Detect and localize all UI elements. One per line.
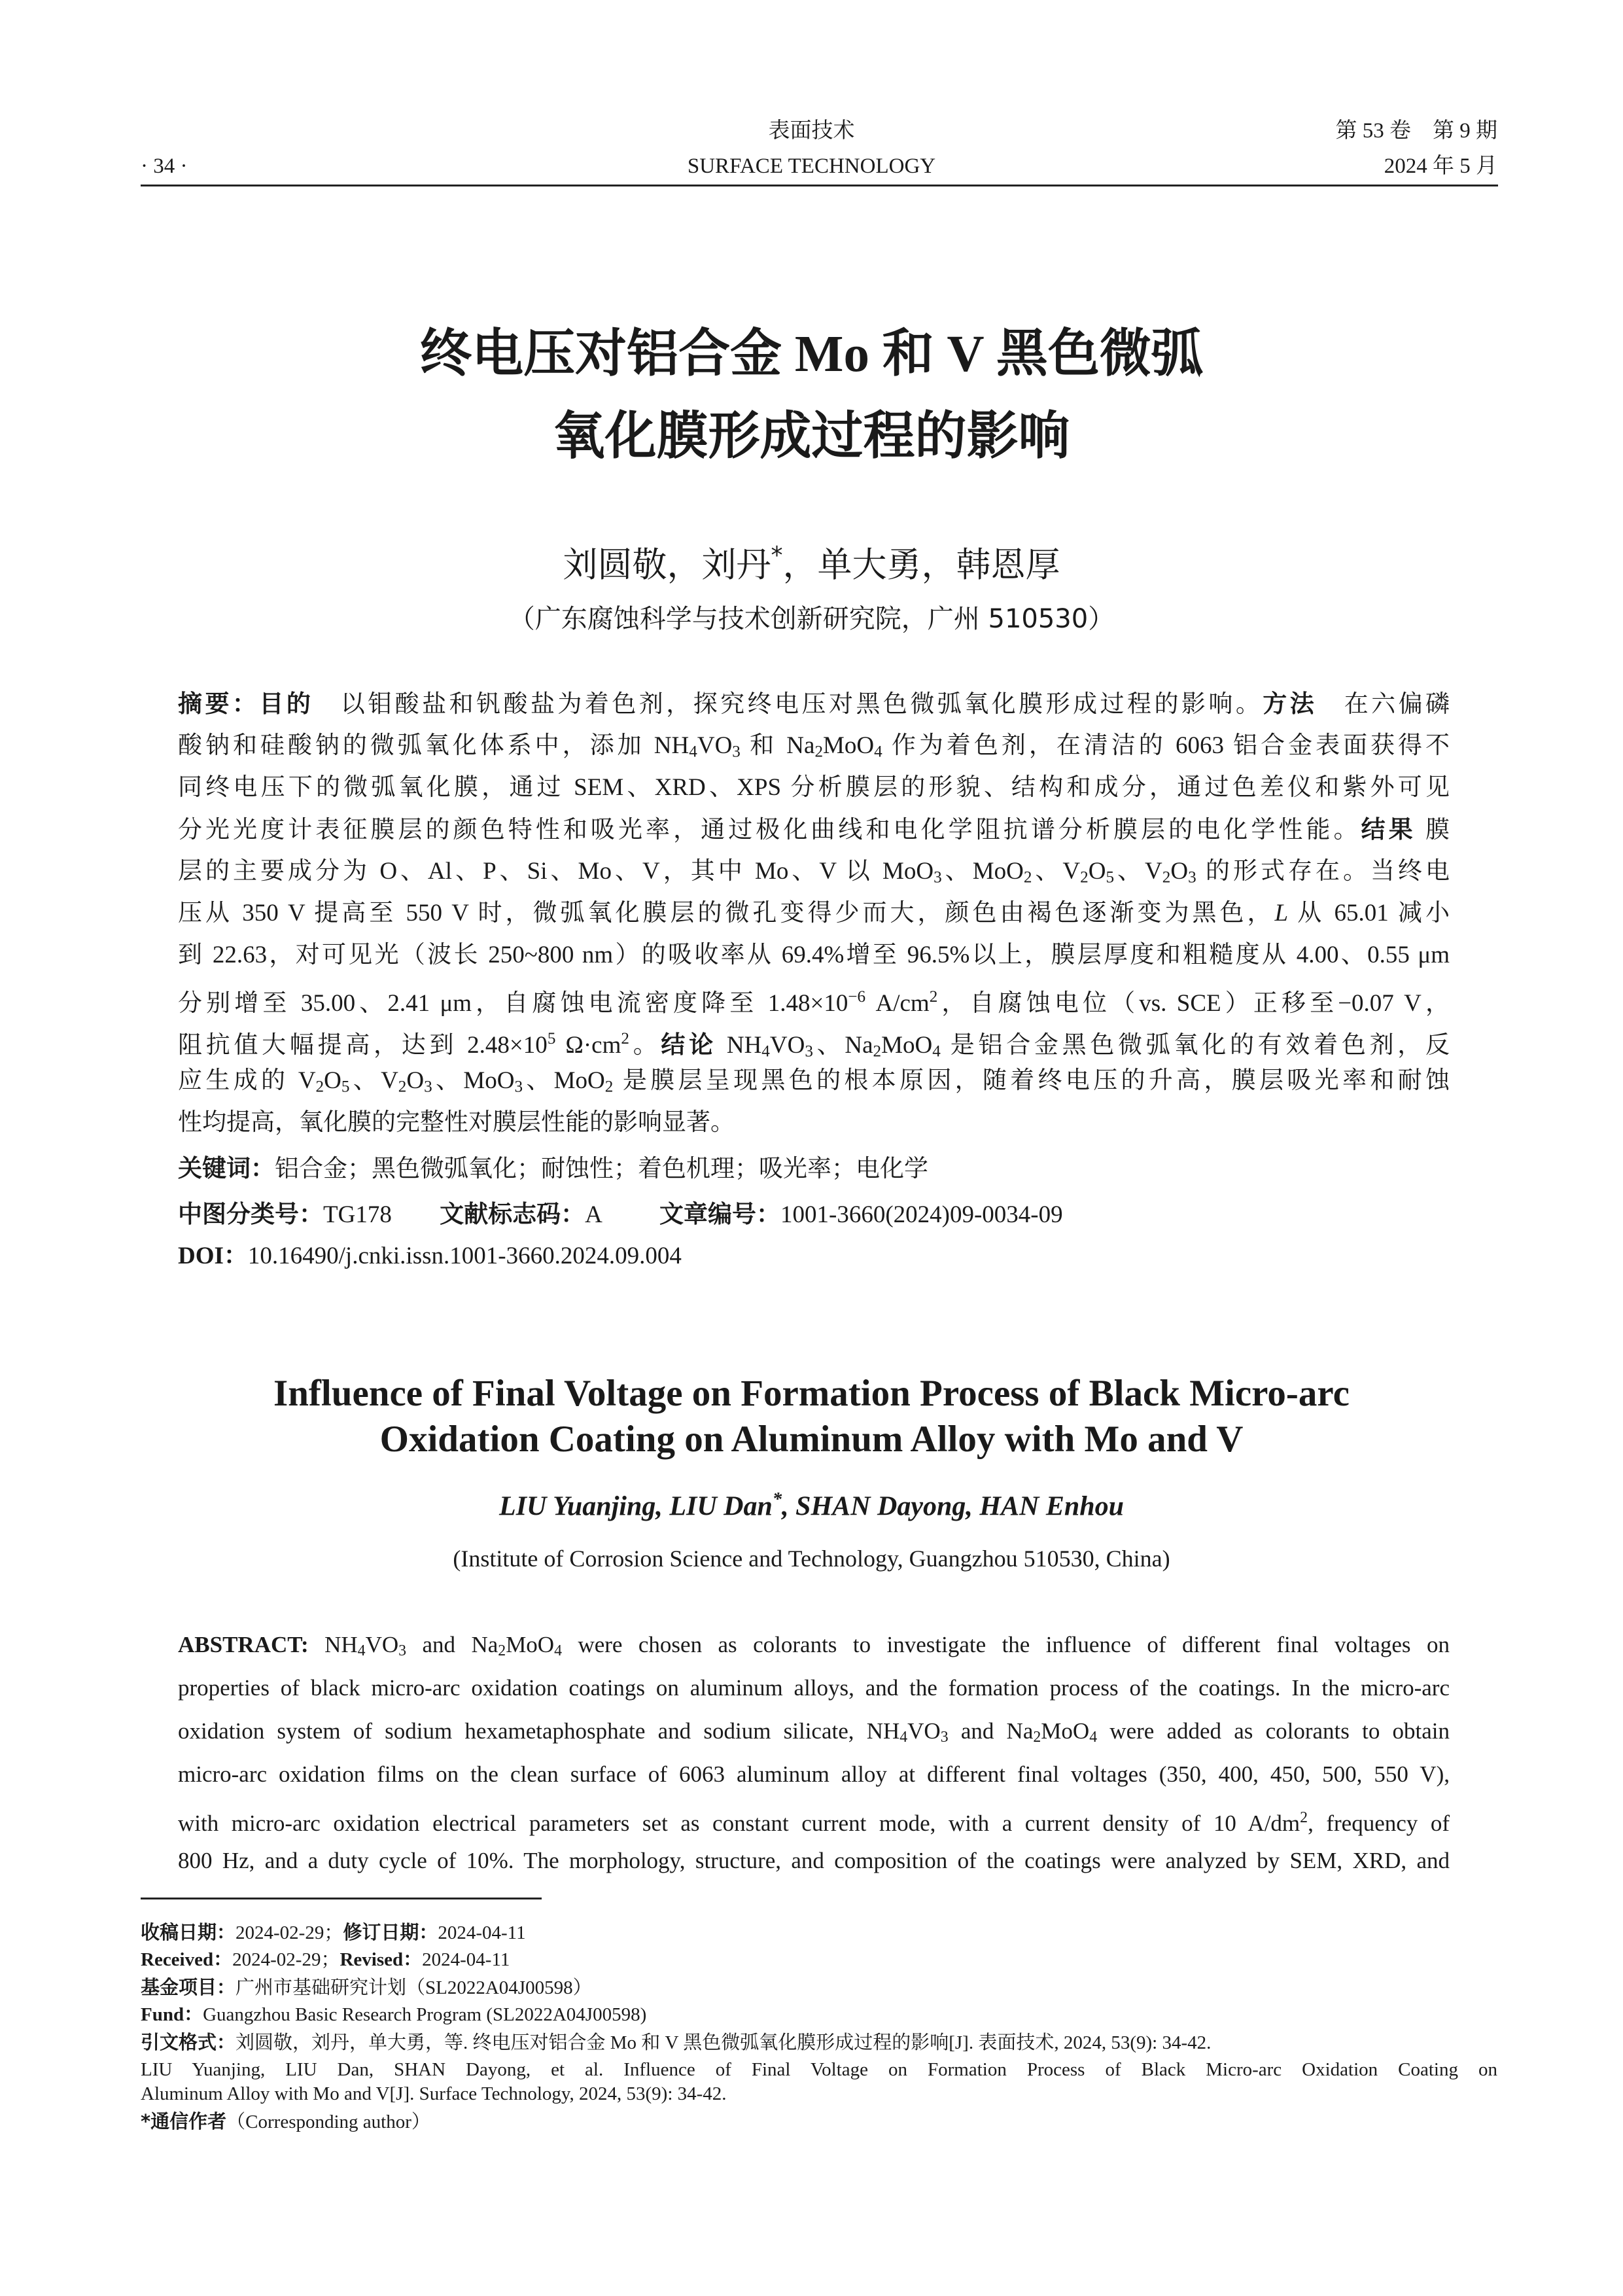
citation-label-cn: 引文格式： [141,2031,236,2053]
subscript: 3 [1188,868,1196,887]
subscript: 5 [1106,868,1115,887]
result-label: 结果 [1361,815,1416,843]
abstract-cn-text: VO [697,732,733,759]
corresponding-mark: * [772,1489,782,1510]
subscript: 4 [689,743,697,761]
subscript: 2 [1023,868,1032,887]
abstract-en-line-6: 800 Hz, and a duty cycle of 10%. The morphology, structure, and composition of the coatings were analyzed by SEM, XRD, and [178,1848,1450,1873]
abstract-en-text: were chosen as colorants to investigate the influence of different final voltages on [562,1632,1450,1657]
article-id-value: 1001-3660(2024)09-0034-09 [780,1201,1063,1228]
keywords-label: 关键词： [178,1154,275,1182]
revised-value-en: 2024-04-11 [422,1949,510,1970]
header-rule [141,185,1498,186]
abstract-cn-text: Ω·cm [555,1031,621,1059]
corresponding-mark: * [771,542,783,569]
abstract-cn-text: 、MoO [432,1067,515,1094]
abstract-cn-text: O [1170,858,1189,885]
superscript: 2 [929,988,938,1006]
abstract-cn-text: 压从 350 V 提高至 550 V 时，微弧氧化膜层的微孔变得少而大，颜色由褐色逐渐变为黑色， [178,900,1275,927]
doi-label: DOI： [178,1243,248,1269]
abstract-label-cn: 摘要： [178,690,260,718]
subscript: 2 [498,1642,506,1660]
subscript: 4 [357,1642,366,1660]
abstract-cn-text: NH [716,1031,762,1059]
subscript: 4 [874,743,882,761]
conclusion-label: 结论 [661,1030,717,1059]
abstract-cn-text: 层的主要成分为 O、Al、P、Si、Mo、V，其中 Mo、V 以 MoO [178,858,934,885]
subscript: 2 [398,1078,407,1096]
subscript: 3 [940,1729,949,1746]
classification-line [178,1195,1450,1235]
abstract-cn-text: 、Na [812,1031,873,1059]
abstract-cn-text: 阻抗值大幅提高，达到 2.48×10 [178,1031,548,1059]
authors-cn [0,535,1623,586]
author-list-en-part2: , SHAN Dayong, HAN Enhou [782,1491,1124,1522]
subscript: 3 [398,1642,407,1660]
article-title-en-line2: Oxidation Coating on Aluminum Alloy with Mo and V [379,1419,1244,1460]
abstract-cn-line-8 [178,978,1450,1023]
clc-value: TG178 [323,1201,392,1228]
abstract-cn-text: O [406,1067,425,1094]
abstract-cn-text: 分别增至 35.00、2.41 μm，自腐蚀电流密度降至 1.48×10 [178,989,848,1017]
subscript: 2 [1080,868,1089,887]
issue-date: 2024 年 5 月 [1384,154,1497,178]
abstract-cn-text: 在六偏磷 [1344,691,1450,718]
abstract-en-text: MoO [1041,1718,1090,1744]
abstract-cn-line-7: 到 22.63，对可见光（波长 250~800 nm）的吸收率从 69.4%增至 96.5%以上，膜层厚度和粗糙度从 4.00、0.55 μm [178,942,1450,968]
abstract-cn-text: 作为着色剂，在清洁的 6063 铝合金表面获得不 [882,732,1450,759]
abstract-cn-text: 分光光度计表征膜层的颜色特性和吸光率，通过极化曲线和电化学阻抗谱分析膜层的电化学性能。 [178,817,1361,843]
author-list-cn-part2: ，单大勇，韩恩厚 [782,544,1060,585]
abstract-en-text: VO [365,1632,399,1657]
journal-title-en: SURFACE TECHNOLOGY [687,154,936,178]
abstract-cn-text: 酸钠和硅酸钠的微弧氧化体系中，添加 NH [178,732,689,759]
abstract-en-text: and Na [406,1632,498,1657]
superscript: 2 [1300,1809,1308,1826]
abstract-cn-text: 是铝合金黑色微弧氧化的有效着色剂，反 [940,1031,1450,1059]
abstract-cn-text: 、MoO [523,1067,605,1094]
subscript: 2 [1162,868,1171,887]
abstract-cn-text: 、MoO [941,858,1024,885]
authors-en [0,1483,1623,1524]
affiliation-cn: （广东腐蚀科学与技术创新研究院，广州 510530） [508,604,1115,634]
keywords-value: 铝合金；黑色微弧氧化；耐蚀性；着色机理；吸光率；电化学 [275,1156,928,1182]
subscript: 2 [1033,1729,1041,1746]
subscript: 3 [805,1042,813,1061]
abstract-cn-line-3: 同终电压下的微弧氧化膜，通过 SEM、XRD、XPS 分析膜层的形貌、结构和成分，通过色差仪和紫外可见 [178,774,1450,801]
page-number: · 34 · [141,154,188,178]
lightness-symbol: L [1274,900,1289,927]
abstract-cn-text: MoO [823,732,875,759]
abstract-cn-text: 和 Na [740,732,815,759]
abstract-cn-line-1 [178,684,1450,724]
abstract-cn-text: 膜 [1416,817,1450,843]
subscript: 2 [604,1078,614,1096]
abstract-cn-text: 、V [349,1067,398,1094]
subscript: 3 [934,868,942,887]
journal-title-cn: 表面技术 [768,119,855,143]
abstract-cn-line-4 [178,810,1450,850]
corresponding-label: *通信作者 [141,2110,227,2132]
article-title-en-line1: Influence of Final Voltage on Formation Process of Black Micro-arc [273,1373,1350,1414]
abstract-cn-text: 应生成的 V [178,1067,316,1094]
subscript: 2 [873,1042,882,1061]
method-label: 方法 [1263,690,1318,718]
subscript: 3 [514,1078,523,1096]
abstract-en-text: oxidation system of sodium hexametaphosphate and sodium silicate, NH [178,1718,900,1744]
doc-code-value: A [585,1201,601,1228]
received-label-cn: 收稿日期： [141,1921,236,1943]
abstract-cn-text: ，自腐蚀电位（vs. SCE）正移至−0.07 V， [937,989,1450,1017]
abstract-cn-text: O [1088,858,1106,885]
abstract-cn-text: 。 [629,1031,661,1059]
subscript: 3 [424,1078,432,1096]
subscript: 4 [899,1729,908,1746]
article-title-cn-line2: 氧化膜形成过程的影响 [553,408,1070,465]
abstract-cn-line-2 [178,726,1450,772]
abstract-cn-text: 是膜层呈现黑色的根本原因，随着终电压的升高，膜层吸光率和耐蚀 [613,1067,1450,1094]
corresponding-author-note [141,2110,430,2134]
citation-cn [141,2030,1211,2055]
abstract-en-line-2: properties of black micro-arc oxidation coatings on aluminum alloys, and the formation process of the coatings. In the micro-arc [178,1675,1450,1701]
abstract-cn-text: MoO [881,1031,933,1059]
abstract-cn-line-10 [178,1061,1450,1107]
received-value-en: 2024-02-29； [232,1949,340,1970]
subscript: 5 [341,1078,350,1096]
abstract-cn-text: VO [769,1031,805,1059]
keywords-cn [178,1149,1450,1189]
author-list-cn-part1: 刘圆敬，刘丹 [563,544,771,585]
fund-cn [141,1975,592,2000]
article-id-label: 文章编号： [659,1200,781,1228]
fund-value-cn: 广州市基础研究计划（SL2022A04J00598） [236,1977,592,1998]
subscript: 4 [1089,1729,1098,1746]
received-date-en [141,1948,510,1972]
abstract-en-text: and Na [948,1718,1034,1744]
abstract-en-text: NH [308,1632,358,1657]
author-list-en-part1: LIU Yuanjing, LIU Dan [499,1491,773,1522]
superscript: 5 [547,1030,556,1048]
fund-en [141,2003,646,2027]
abstract-en-line-3 [178,1712,1450,1757]
abstract-label-en: ABSTRACT: [178,1632,309,1657]
subscript: 4 [761,1042,770,1061]
abstract-cn-text: 的形式存在。当终电 [1196,858,1450,885]
revised-label-en: Revised： [340,1949,423,1970]
abstract-en-line-4: micro-arc oxidation films on the clean surface of 6063 aluminum alloy at different final voltages (350, 400, 450, 500, 550 V), [178,1761,1450,1787]
abstract-en-line-5 [178,1798,1450,1843]
abstract-cn-line-11: 性均提高，氧化膜的完整性对膜层性能的影响显著。 [178,1109,735,1136]
doc-code-label: 文献标志码： [440,1200,585,1228]
doi-line [178,1237,1450,1276]
subscript: 4 [932,1042,941,1061]
fund-value-en: Guangzhou Basic Research Program (SL2022A04J00598) [203,2004,647,2025]
subscript: 4 [554,1642,562,1660]
citation-en-line-1: LIU Yuanjing, LIU Dan, SHAN Dayong, et al. Influence of Final Voltage on Formation Process of Black Micro-arc Oxidation Coating on [141,2059,1497,2080]
objective-label: 目的 [259,690,314,718]
volume-issue: 第 53 卷 第 9 期 [1335,119,1497,143]
abstract-cn-text: 以钼酸盐和钒酸盐为着色剂，探究终电压对黑色微弧氧化膜形成过程的影响。 [340,691,1263,718]
affiliation-en: (Institute of Corrosion Science and Technology, Guangzhou 510530, China) [453,1545,1170,1572]
revised-value-cn: 2024-04-11 [438,1922,526,1943]
fund-label-cn: 基金项目： [141,1976,236,1998]
abstract-en-text: MoO [506,1632,555,1657]
subscript: 3 [732,743,741,761]
received-label-en: Received： [141,1949,233,1970]
doi-value: 10.16490/j.cnki.issn.1001-3660.2024.09.004 [247,1243,682,1269]
footnote-rule [141,1898,542,1899]
abstract-cn-text: 、V [1114,858,1162,885]
superscript: −6 [848,988,866,1006]
superscript: 2 [621,1030,629,1048]
abstract-cn-text: 、V [1032,858,1081,885]
citation-value-cn: 刘圆敬，刘丹，单大勇，等. 终电压对铝合金 Mo 和 V 黑色微弧氧化膜形成过程的影响[J]. 表面技术, 2024, 53(9): 34-42. [236,2032,1212,2053]
abstract-cn-text: 从 65.01 减小 [1288,900,1450,927]
abstract-cn-line-5 [178,852,1450,898]
corresponding-value: （Corresponding author） [226,2111,430,2132]
abstract-cn-text: A/cm [865,989,930,1017]
article-title-cn-line1: 终电压对铝合金 Mo 和 V 黑色微弧 [420,326,1203,383]
abstract-en-text: VO [907,1718,941,1744]
abstract-cn-line-6 [178,894,1450,933]
subscript: 2 [814,743,824,761]
subscript: 2 [315,1078,324,1096]
fund-label-en: Fund： [141,2004,203,2025]
abstract-cn-text: O [324,1067,341,1094]
clc-label: 中图分类号： [178,1200,323,1228]
abstract-en-text: with micro-arc oxidation electrical parameters set as constant current mode, with a current density of 10 A/dm [178,1810,1300,1837]
abstract-en-text: , frequency of [1308,1810,1450,1837]
citation-en-line-2: Aluminum Alloy with Mo and V[J]. Surface Technology, 2024, 53(9): 34-42. [141,2083,727,2104]
abstract-en-text: were added as colorants to obtain [1097,1718,1450,1744]
revised-label-cn: 修订日期： [343,1921,438,1943]
received-date-cn [141,1920,526,1945]
abstract-en-line-1 [178,1625,1450,1670]
received-value-cn: 2024-02-29； [236,1922,343,1943]
